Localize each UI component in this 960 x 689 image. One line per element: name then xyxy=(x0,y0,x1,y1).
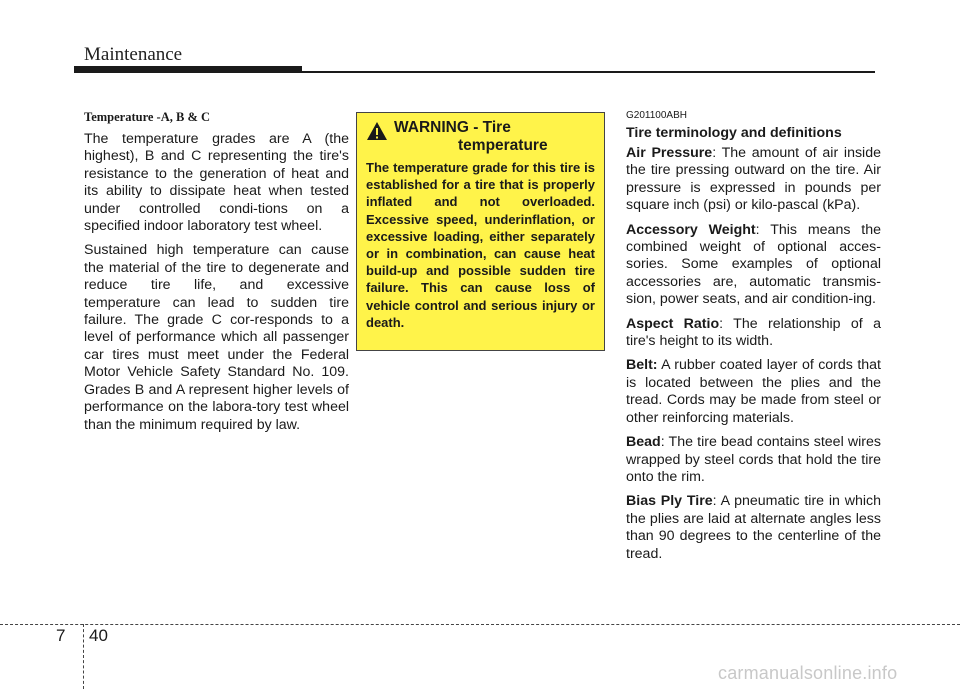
header-rule-thick xyxy=(74,66,302,73)
watermark: carmanualsonline.info xyxy=(718,663,898,683)
definition xyxy=(626,316,881,351)
warning-title-line1: WARNING - Tire xyxy=(394,119,511,136)
warning-box xyxy=(356,112,605,351)
footer-page-number: 40 xyxy=(89,626,108,645)
header-title: Maintenance xyxy=(84,44,183,65)
warning-title xyxy=(394,119,548,155)
definition-term: Accessory Weight xyxy=(626,221,756,238)
paragraph: Sustained high temperature can cause the material of the tire to degenerate and reduce tire life, and excessive temperature can lead to sudden tire failure. The grade C cor-responds to a level of performance which all passenger car tires must meet under the Federal Motor Vehicle Safety Standard No. 109. Grades B and A represent higher levels of performance on the labora-tory test wheel than the minimum required by law. xyxy=(84,242,349,433)
footer-rule xyxy=(0,624,960,625)
definition xyxy=(626,222,881,309)
definition-term: Aspect Ratio xyxy=(626,315,720,332)
paragraph: The temperature grades are A (the highest), B and C representing the tire's resistance to the generation of heat and its ability to dissipate heat when tested under controlled condi-tions on a specified indoor laboratory test wheel. xyxy=(84,131,349,235)
definition-text: : This means the combined weight of optional acces-sories. Some examples of optional accessories are, automatic transmis-sion, power seats, and air condition-ing. xyxy=(626,221,881,308)
section-code: G201100ABH xyxy=(626,110,687,121)
definition-text: : The relationship of a tire's height to its width. xyxy=(626,315,881,350)
definition-text: : The amount of air inside the tire pressing outward on the tire. Air pressure is expressed in pounds per square inch (psi) or kilo-pascal (kPa). xyxy=(626,145,881,214)
header-rule-thin xyxy=(302,71,875,73)
definition-term: Air Pressure xyxy=(626,145,713,161)
warning-triangle-icon xyxy=(366,121,388,141)
definition-text: : A pneumatic tire in which the plies are laid at alternate angles less than 90 degrees to the centerline of the tread. xyxy=(626,493,881,562)
left-column xyxy=(84,110,349,441)
right-column xyxy=(626,110,881,570)
definition xyxy=(626,493,881,563)
definition-term: Belt: xyxy=(626,357,658,374)
warning-title-line2: temperature xyxy=(458,137,548,154)
definition xyxy=(626,145,881,215)
definition-term: Bead xyxy=(626,434,661,451)
section-title: Tire terminology and definitions xyxy=(626,125,842,141)
warning-header xyxy=(366,119,595,155)
section-heading: Temperature -A, B & C xyxy=(84,110,211,124)
definition xyxy=(626,434,881,486)
definition xyxy=(626,357,881,427)
definition-term: Bias Ply Tire xyxy=(626,493,713,510)
footer-chapter-number: 7 xyxy=(56,626,66,645)
footer-divider xyxy=(83,624,84,689)
warning-body: The temperature grade for this tire is established for a tire that is properly inflated and not overloaded. Excessive speed, underinflation, or excessive loading, either separately or in combination, can cause heat build-up and possible sudden tire failure. This can cause loss of vehicle control and serious injury or death. xyxy=(366,160,595,330)
definition-text: : The tire bead contains steel wires wrapped by steel cords that hold the tire onto the rim. xyxy=(626,434,881,485)
definition-text: A rubber coated layer of cords that is located between the plies and the tread. Cords may be made from steel or other reinforcing materials. xyxy=(626,357,881,426)
